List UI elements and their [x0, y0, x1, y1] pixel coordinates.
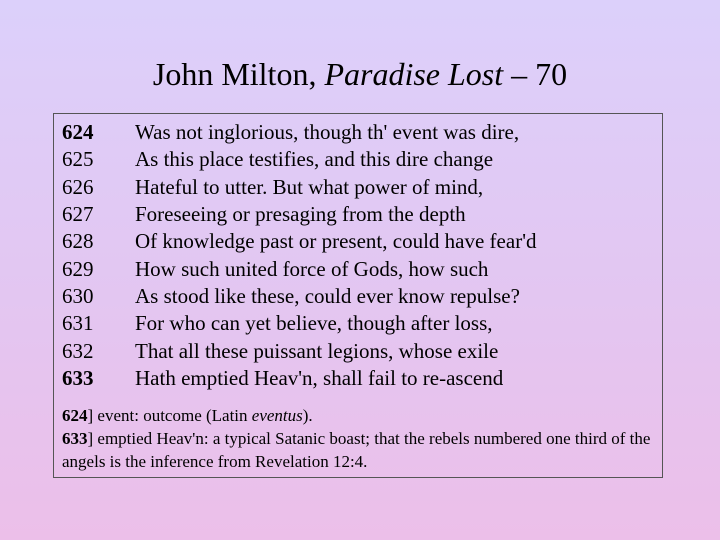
poem-line: [62, 119, 652, 146]
footnote-text: ] emptied Heav'n: a typical Satanic boast; that the rebels numbered one third of the angels is the inference from Revelation 12:4.: [62, 429, 651, 471]
line-number: 631: [62, 311, 94, 336]
footnote-text: ] event: outcome (Latin: [87, 406, 252, 425]
footnote: [62, 404, 654, 427]
line-number: 632: [62, 338, 94, 363]
line-text: As stood like these, could ever know repulse?: [135, 283, 520, 308]
line-number: 630: [62, 283, 94, 308]
poem-line: [62, 337, 652, 364]
footnote: [62, 427, 654, 473]
line-text: Hateful to utter. But what power of mind,: [135, 174, 484, 199]
poem-line: [62, 310, 652, 337]
title-suffix: – 70: [511, 56, 568, 92]
line-number: 625: [62, 147, 94, 172]
slide-title: [0, 54, 720, 94]
line-text: Hath emptied Heav'n, shall fail to re-ascend: [135, 365, 504, 390]
poem-line: [62, 146, 652, 173]
line-text: Foreseeing or presaging from the depth: [135, 202, 466, 227]
footnotes: [62, 404, 654, 473]
line-number: 624: [62, 120, 94, 145]
line-number: 629: [62, 256, 94, 281]
line-text: That all these puissant legions, whose exile: [135, 338, 499, 363]
footnote-ref: 633: [62, 429, 88, 448]
line-number: 627: [62, 202, 94, 227]
title-work: Paradise Lost: [324, 56, 504, 92]
poem-line: [62, 174, 652, 201]
line-text: Of knowledge past or present, could have fear'd: [135, 229, 537, 254]
line-text: For who can yet believe, though after loss,: [135, 311, 493, 336]
poem-line: [62, 255, 652, 282]
poem-line: [62, 365, 652, 392]
footnote-text-end: ).: [302, 406, 313, 425]
line-number: 628: [62, 229, 94, 254]
poem-line: [62, 228, 652, 255]
line-number: 633: [62, 365, 94, 390]
poem-text-box: [53, 113, 663, 478]
poem-line: [62, 201, 652, 228]
poem-lines: [62, 119, 652, 392]
title-author: John Milton,: [152, 56, 317, 92]
line-text: As this place testifies, and this dire change: [135, 147, 494, 172]
poem-line: [62, 283, 652, 310]
footnote-ref: 624: [62, 406, 88, 425]
line-number: 626: [62, 174, 94, 199]
footnote-emphasis: eventus: [251, 406, 303, 425]
line-text: How such united force of Gods, how such: [135, 256, 489, 281]
line-text: Was not inglorious, though th' event was dire,: [135, 120, 520, 145]
